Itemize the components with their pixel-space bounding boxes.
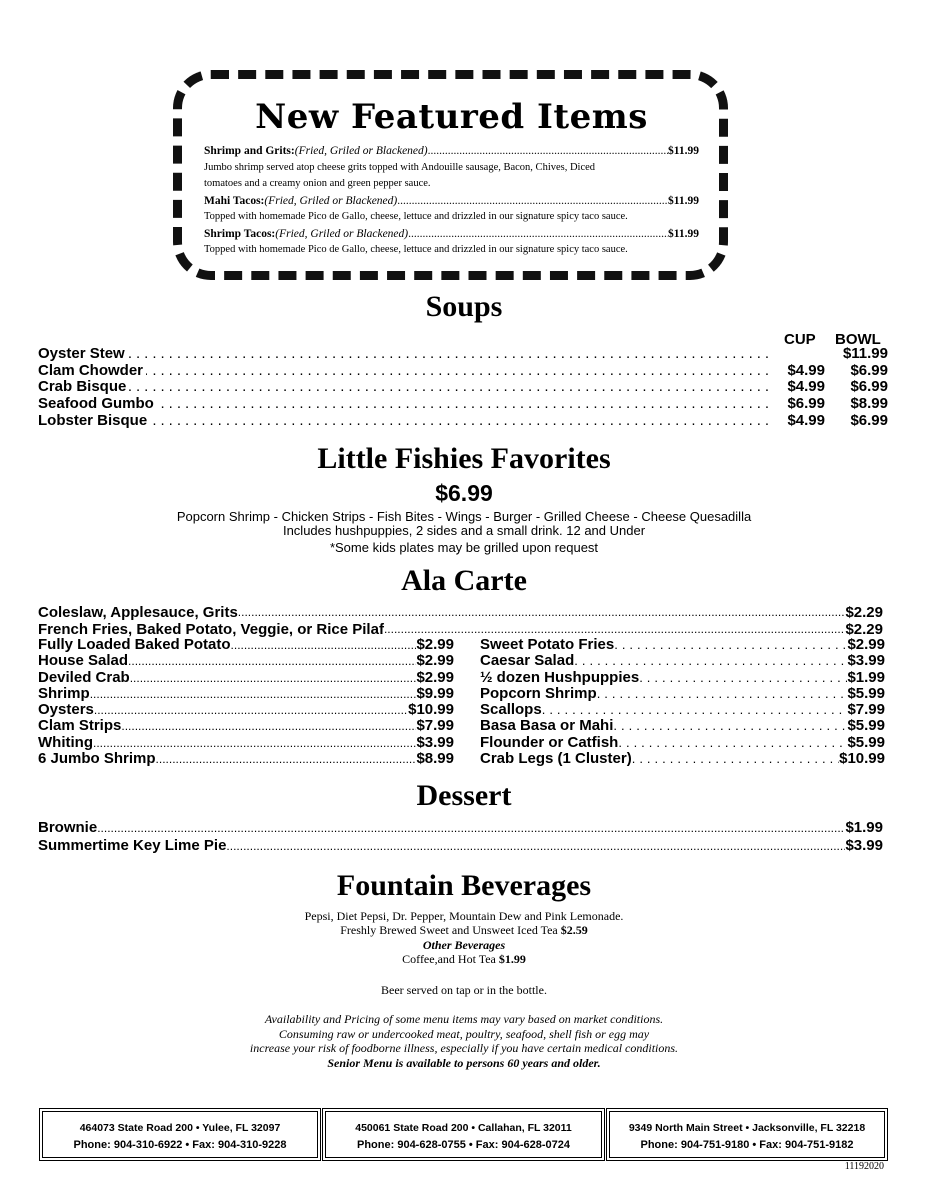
soup-bowl-price: $11.99 (842, 345, 888, 362)
ala-carte-name: Popcorn Shrimp (480, 684, 597, 702)
soup-name: Seafood Gumbo (38, 396, 157, 413)
ala-carte-name: Fully Loaded Baked Potato (38, 636, 231, 653)
beverages-coffee-text: Coffee,and Hot Tea (402, 952, 499, 966)
dessert-name: Brownie (38, 819, 98, 836)
featured-item-name: Mahi Tacos: (204, 194, 265, 207)
leader-dots (226, 837, 845, 855)
dessert-price: $1.99 (845, 819, 883, 836)
featured-item (204, 193, 699, 210)
ala-carte-row (38, 751, 454, 767)
ala-carte-name: Basa Basa or Mahi (480, 717, 614, 735)
ala-carte-row (480, 670, 885, 686)
disclaimer-pricing: Availability and Pricing of some menu items may vary based on market conditions. (264, 1012, 664, 1026)
kids-price: $6.99 (435, 480, 493, 506)
ala-carte-price: $7.99 (416, 717, 454, 735)
featured-item (204, 226, 699, 243)
ala-carte-row (480, 718, 885, 734)
location-yulee (39, 1108, 321, 1161)
ala-carte-price: $3.99 (847, 652, 885, 670)
ala-carte-name: Deviled Crab (38, 668, 130, 686)
senior-menu-note: Senior Menu is available to persons 60 years and older. (327, 1056, 601, 1070)
location-address: 464073 State Road 200 • Yulee, FL 32097 (79, 1122, 281, 1134)
kids-includes: Includes hushpuppies, 2 sides and a small drink. 12 and Under (282, 523, 646, 538)
soups-title: Soups (425, 290, 503, 323)
ala-carte-title: Ala Carte (401, 564, 527, 597)
ala-carte-price: $2.99 (416, 652, 454, 670)
ala-carte-row (480, 702, 885, 718)
ala-carte-price: $2.99 (416, 668, 454, 686)
ala-carte-name: Oysters (38, 701, 94, 719)
soup-row (38, 346, 888, 363)
ala-carte-name: Flounder or Catfish (480, 733, 619, 751)
ala-carte-name: Crab Legs (1 Cluster) (480, 750, 632, 768)
ala-carte-price: $10.99 (839, 750, 885, 768)
soup-bowl-price: $6.99 (850, 378, 888, 396)
kids-items: Popcorn Shrimp - Chicken Strips - Fish Bites - Wings - Burger - Grilled Cheese - Cheese Quesadilla (176, 509, 752, 524)
leader-dots (93, 735, 416, 751)
ala-carte-price: $8.99 (416, 750, 454, 768)
ala-carte-row (480, 653, 885, 669)
ala-carte-name: Caesar Salad (480, 652, 575, 670)
soup-name: Clam Chowder (38, 363, 146, 380)
leader-dots (130, 670, 417, 686)
leader-dots (408, 226, 668, 243)
leader-dots (156, 751, 417, 767)
kids-title: Little Fishies Favorites (317, 442, 611, 475)
beverages-fountain: Pepsi, Diet Pepsi, Dr. Pepper, Mountain Dew and Pink Lemonade. (304, 909, 624, 923)
soup-cup-price: $6.99 (787, 395, 825, 413)
leader-dots (639, 670, 847, 686)
ala-carte-row (38, 686, 454, 702)
location-jacksonville (606, 1108, 888, 1161)
disclaimer-raw: Consuming raw or undercooked meat, poultry, seafood, shell fish or egg may (278, 1027, 650, 1041)
other-beverages-title: Other Beverages (422, 938, 506, 952)
leader-dots (597, 686, 848, 702)
leader-dots (38, 363, 768, 380)
ala-carte-price: $5.99 (847, 684, 885, 702)
featured-item-note: (Fried, Griled or Blackened) (264, 194, 398, 207)
ala-carte-price: $9.99 (416, 684, 454, 702)
soup-row (38, 413, 888, 430)
featured-item (204, 143, 699, 160)
featured-item-desc: Topped with homemade Pico de Gallo, cheese, lettuce and drizzled in our signature spicy taco sauce. (204, 244, 628, 255)
featured-title: New Featured Items (255, 97, 648, 137)
soup-bowl-price: $6.99 (850, 411, 888, 429)
beverages-coffee-price: $1.99 (498, 952, 526, 966)
leader-dots (613, 718, 847, 734)
featured-item-price: $11.99 (668, 194, 699, 207)
ala-carte-name: Clam Strips (38, 717, 122, 735)
ala-carte-name: Shrimp (38, 684, 90, 702)
ala-carte-row (38, 670, 454, 686)
featured-items-box (173, 70, 728, 280)
ala-carte-row (38, 637, 454, 653)
soup-row (38, 396, 888, 413)
ala-carte-price: $10.99 (408, 701, 454, 719)
beer-note: Beer served on tap or in the bottle. (381, 983, 547, 997)
ala-carte-row (480, 735, 885, 751)
location-phone: Phone: 904-628-0755 • Fax: 904-628-0724 (357, 1139, 570, 1151)
leader-dots (397, 193, 668, 210)
leader-dots (97, 819, 845, 837)
ala-carte-left-column (38, 637, 454, 767)
beverages-coffee (0, 952, 928, 967)
ala-carte-row (38, 604, 883, 621)
beverages-title: Fountain Beverages (336, 869, 592, 902)
featured-item-price: $11.99 (668, 227, 699, 240)
soup-name: Lobster Bisque (38, 413, 150, 430)
soup-cup-price: $4.99 (787, 411, 825, 429)
soups-col-cup: CUP (784, 331, 816, 348)
location-phone: Phone: 904-310-6922 • Fax: 904-310-9228 (73, 1139, 287, 1151)
leader-dots (428, 143, 668, 160)
ala-carte-row (480, 637, 885, 653)
ala-carte-row (38, 718, 454, 734)
featured-item-note: (Fried, Griled or Blackened) (294, 145, 428, 157)
soups-list (38, 346, 888, 429)
ala-carte-name: ½ dozen Hushpuppies (480, 668, 640, 686)
featured-item-desc: Topped with homemade Pico de Gallo, cheese, lettuce and drizzled in our signature spicy taco sauce. (204, 211, 628, 222)
ala-carte-name: 6 Jumbo Shrimp (38, 750, 156, 768)
location-address: 9349 North Main Street • Jacksonville, FL 32218 (628, 1122, 866, 1134)
ala-carte-right-column (480, 637, 885, 767)
ala-carte-price: $7.99 (847, 701, 885, 719)
soup-row (38, 363, 888, 380)
ala-carte-name: Sweet Potato Fries (480, 636, 615, 653)
leader-dots (231, 637, 417, 653)
leader-dots (94, 702, 408, 718)
featured-item-note: (Fried, Griled or Blackened) (275, 227, 409, 240)
ala-carte-row (38, 653, 454, 669)
beverages-tea-price: $2.59 (560, 923, 588, 937)
ala-carte-name: Whiting (38, 733, 93, 751)
kids-note: *Some kids plates may be grilled upon request (329, 540, 599, 555)
soup-name: Oyster Stew (38, 346, 128, 363)
featured-item-name: Shrimp and Grits (204, 145, 291, 157)
soup-cup-price: $4.99 (787, 361, 825, 379)
dessert-title: Dessert (416, 779, 512, 812)
soup-bowl-price: $8.99 (850, 395, 888, 413)
leader-dots (618, 735, 847, 751)
document-code: 11192020 (844, 1161, 884, 1172)
ala-carte-price: $1.99 (847, 668, 885, 686)
ala-carte-price: $2.99 (416, 636, 454, 653)
soup-row (38, 379, 888, 396)
beverages-tea (0, 923, 928, 938)
featured-item-price: $11.99 (668, 145, 699, 157)
featured-item-name: Shrimp Tacos: (204, 227, 276, 240)
featured-item-desc: Jumbo shrimp served atop cheese grits topped with Andouille sausage, Bacon, Chives, Diced (204, 161, 596, 173)
ala-carte-price: $2.29 (845, 621, 883, 638)
ala-carte-name: House Salad (38, 652, 129, 670)
disclaimer-illness: increase your risk of foodborne illness, especially if you have certain medical conditions. (249, 1041, 679, 1055)
leader-dots (574, 653, 847, 669)
soup-name: Crab Bisque (38, 379, 129, 396)
leader-dots (238, 604, 846, 621)
featured-item-desc: tomatoes and a creamy onion and green pepper sauce. (204, 178, 431, 189)
ala-carte-row (38, 702, 454, 718)
leader-dots (121, 718, 416, 734)
ala-carte-row (480, 751, 885, 767)
leader-dots (632, 751, 839, 767)
ala-carte-price: $3.99 (416, 733, 454, 751)
location-callahan (322, 1108, 605, 1161)
ala-carte-row (38, 735, 454, 751)
beverages-tea-text: Freshly Brewed Sweet and Unsweet Iced Tea (340, 923, 561, 937)
ala-carte-price: $5.99 (847, 733, 885, 751)
soup-cup-price: $4.99 (787, 378, 825, 396)
leader-dots (614, 637, 847, 653)
leader-dots (128, 653, 416, 669)
ala-carte-name: Scallops (480, 701, 542, 719)
ala-carte-price: $2.99 (847, 636, 885, 653)
dessert-name: Summertime Key Lime Pie (38, 837, 227, 854)
leader-dots (542, 702, 848, 718)
dessert-price: $3.99 (845, 837, 883, 854)
dessert-row (38, 837, 883, 855)
ala-carte-name: French Fries, Baked Potato, Veggie, or Rice Pilaf (38, 621, 384, 638)
leader-dots (38, 379, 768, 396)
soup-bowl-price: $6.99 (850, 361, 888, 379)
ala-carte-row (480, 686, 885, 702)
ala-carte-price: $2.29 (845, 604, 883, 621)
ala-carte-price: $5.99 (847, 717, 885, 735)
leader-dots (38, 346, 768, 363)
leader-dots (90, 686, 417, 702)
ala-carte-name: Coleslaw, Applesauce, Grits (38, 604, 238, 621)
dessert-row (38, 819, 883, 837)
location-address: 450061 State Road 200 • Callahan, FL 32011 (355, 1122, 572, 1134)
featured-item-sep: : (290, 145, 295, 157)
location-phone: Phone: 904-751-9180 • Fax: 904-751-9182 (640, 1139, 854, 1151)
soups-col-bowl: BOWL (835, 331, 881, 348)
